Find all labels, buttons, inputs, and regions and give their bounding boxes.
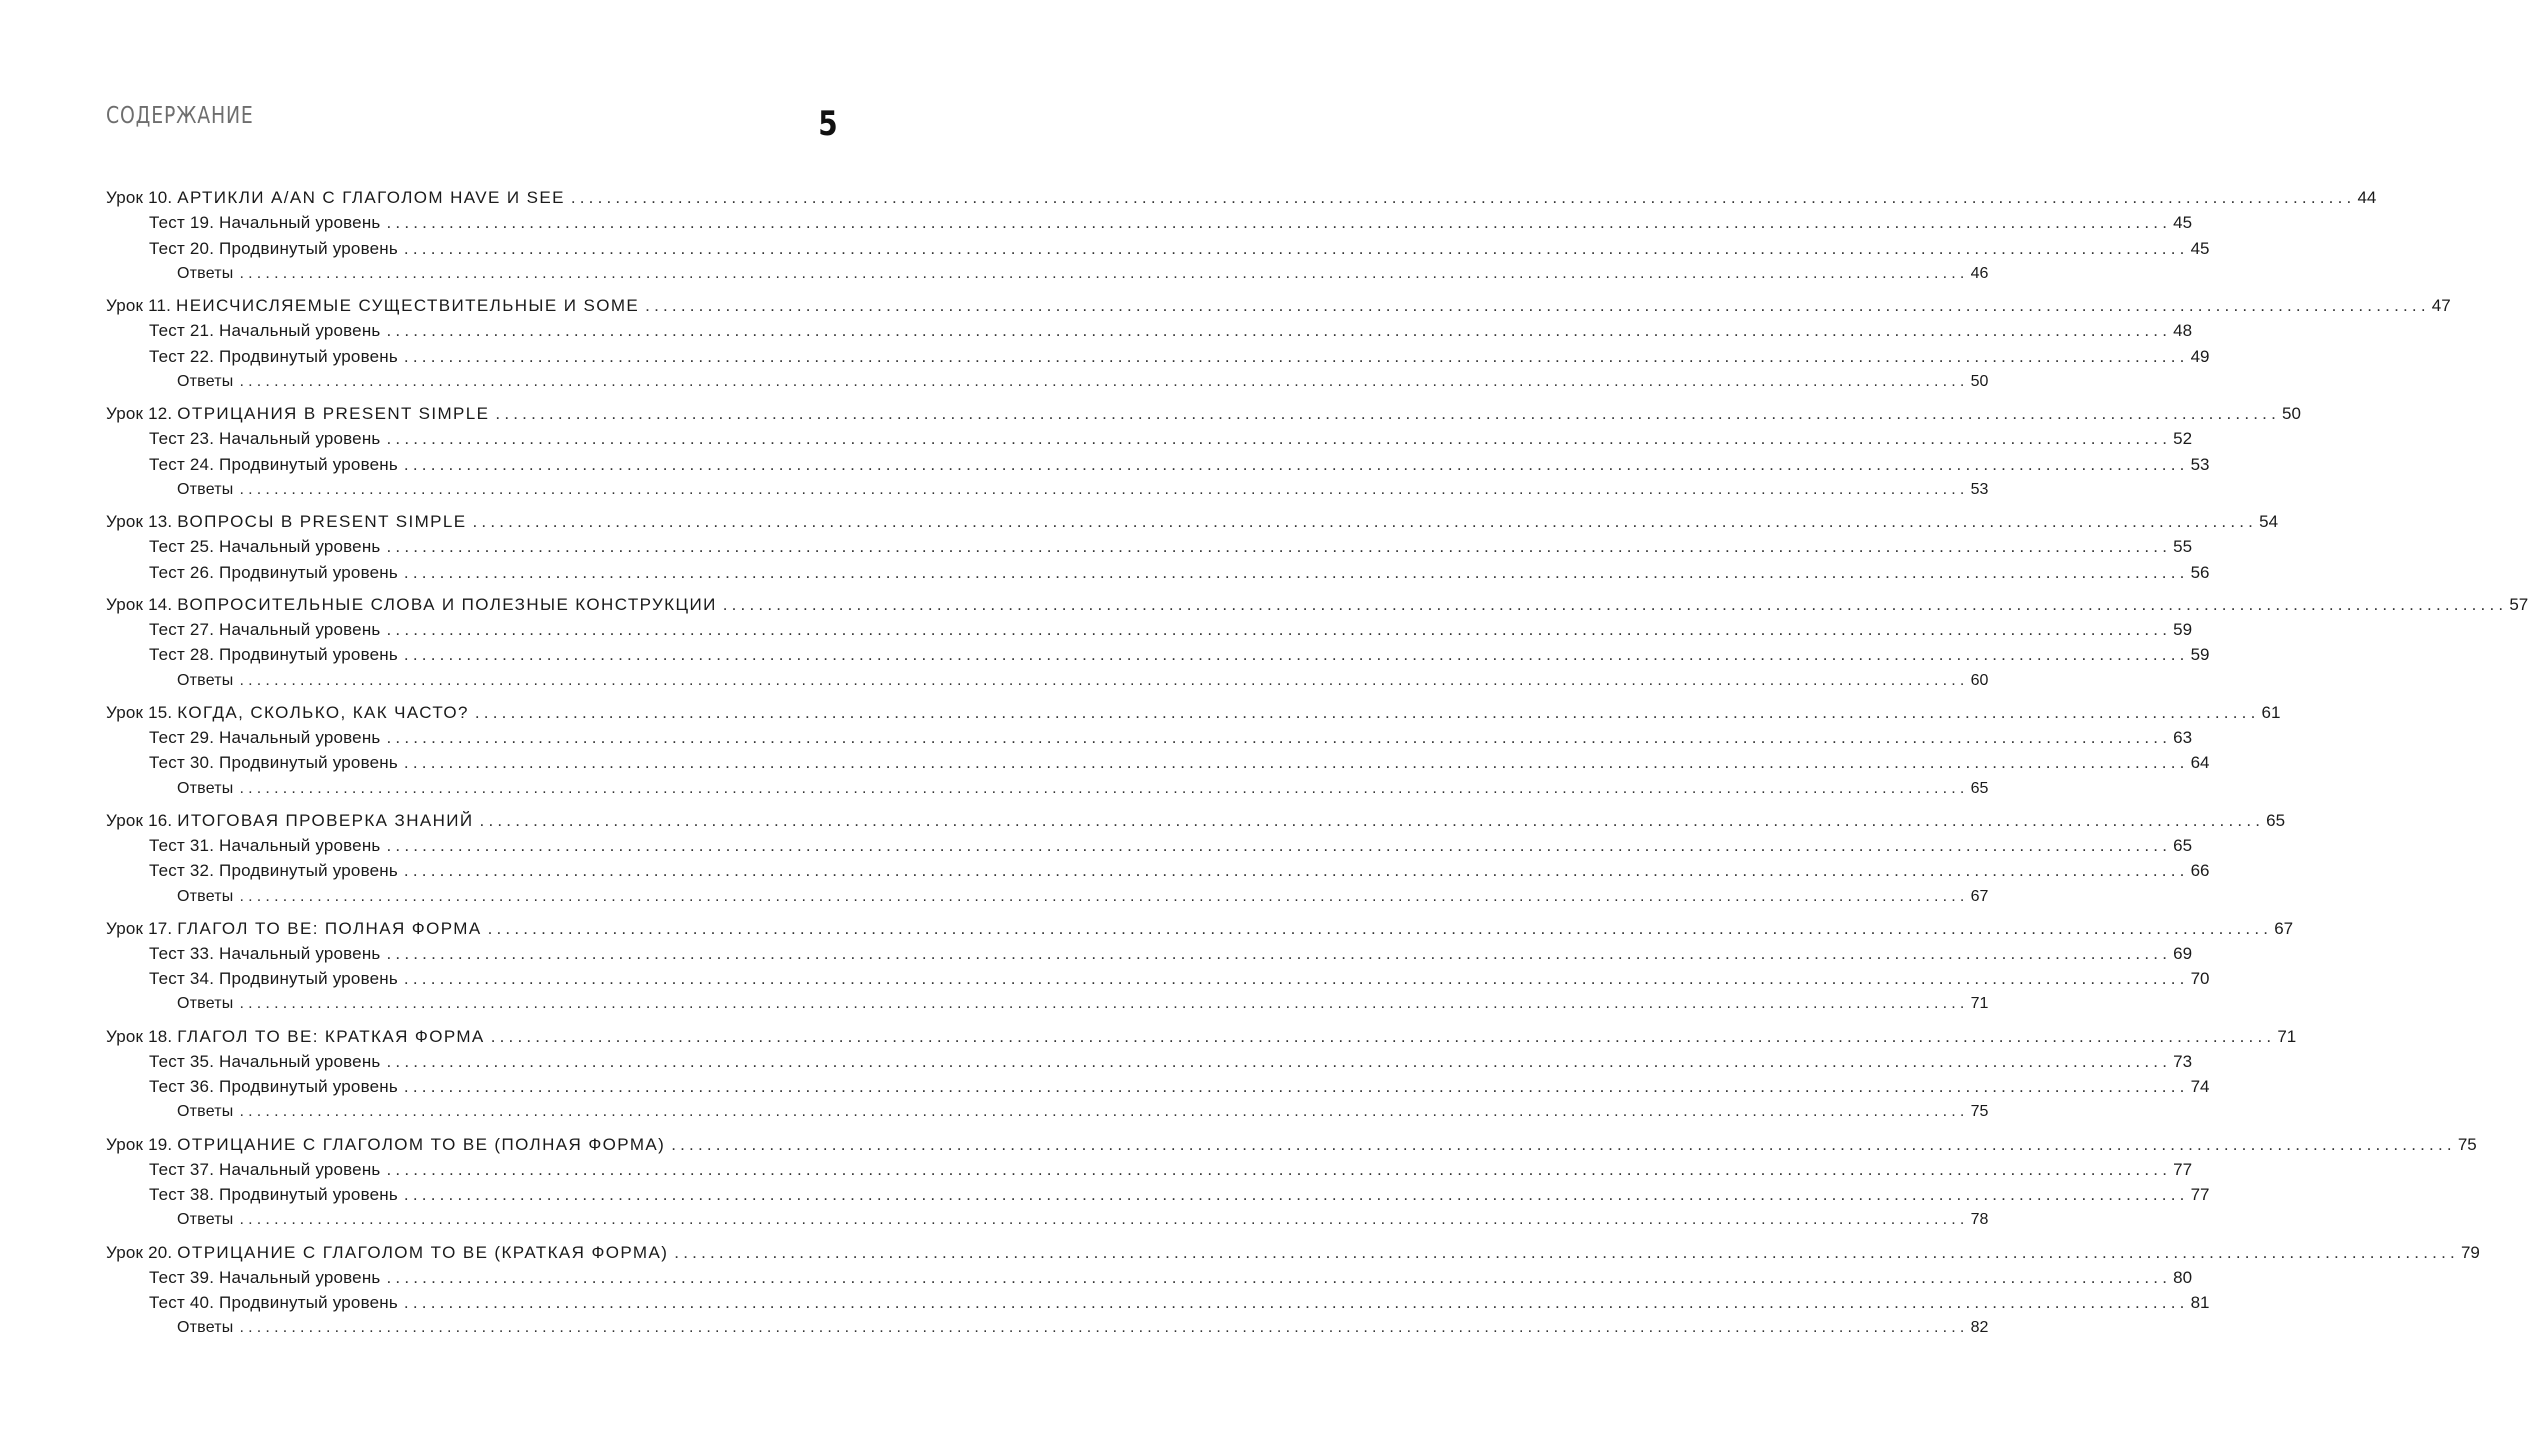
toc-page-number: 57	[2509, 594, 2528, 614]
toc-lesson-entry[interactable]	[106, 700, 2281, 725]
toc-entry-label: Тест 24. Продвинутый уровень	[149, 454, 398, 474]
toc-lesson-group	[106, 808, 2286, 909]
toc-entry-label: Тест 29. Начальный уровень	[149, 727, 381, 747]
lesson-title: НЕИСЧИСЛЯЕМЫЕ СУЩЕСТВИТЕЛЬНЫЕ И SOME	[176, 295, 640, 315]
toc-test-entry[interactable]	[106, 1182, 2210, 1207]
toc-lesson-entry[interactable]	[106, 293, 2451, 318]
toc-test-entry[interactable]	[106, 452, 2210, 477]
toc-lesson-group	[106, 401, 2301, 502]
dot-leader: ........................................................................................................................................................................................................	[479, 810, 2265, 830]
toc-answers-entry[interactable]	[106, 1207, 1989, 1232]
lesson-title: КОГДА, СКОЛЬКО, КАК ЧАСТО?	[177, 702, 469, 722]
toc-test-entry[interactable]	[106, 966, 2210, 991]
page-number: 5	[818, 104, 838, 144]
lesson-number: Урок 18.	[106, 1026, 173, 1046]
dot-leader: ........................................................................................................................................................................................................	[386, 727, 2172, 747]
lesson-title: ВОПРОСЫ В PRESENT SIMPLE	[177, 511, 467, 531]
toc-entry-title	[106, 1240, 668, 1265]
dot-leader: ........................................................................................................................................................................................................	[671, 1134, 2456, 1154]
toc-answers-entry[interactable]	[106, 1315, 1989, 1340]
toc-page-number: 49	[2190, 346, 2210, 366]
toc-page-number: 67	[2274, 918, 2294, 938]
toc-answers-entry[interactable]	[106, 668, 1989, 693]
toc-entry-label: Тест 22. Продвинутый уровень	[149, 346, 398, 366]
toc-entry-title	[106, 592, 717, 617]
lesson-number: Урок 15.	[106, 702, 173, 722]
dot-leader: ........................................................................................................................................................................................................	[239, 887, 1969, 905]
toc-page-number: 74	[2190, 1077, 2210, 1097]
lesson-number: Урок 10.	[106, 188, 173, 207]
toc-entry-title	[106, 1132, 665, 1157]
toc-test-entry[interactable]	[106, 941, 2193, 966]
lesson-number: Урок 14.	[106, 594, 173, 614]
lesson-number: Урок 17.	[106, 918, 173, 938]
toc-page-number: 71	[1970, 995, 1989, 1013]
dot-leader: ........................................................................................................................................................................................................	[570, 188, 2356, 207]
toc-entry-label: Тест 28. Продвинутый уровень	[149, 645, 398, 665]
toc-answers-entry[interactable]	[106, 369, 1989, 394]
toc-test-entry[interactable]	[106, 318, 2193, 343]
table-of-contents	[106, 185, 2528, 1348]
dot-leader: ........................................................................................................................................................................................................	[239, 480, 1969, 498]
toc-page-number: 53	[1970, 480, 1989, 498]
toc-lesson-entry[interactable]	[106, 1132, 2477, 1157]
toc-entry-title	[106, 293, 639, 318]
dot-leader: ........................................................................................................................................................................................................	[403, 861, 2189, 881]
dot-leader: ........................................................................................................................................................................................................	[386, 1159, 2172, 1179]
toc-test-entry[interactable]	[106, 725, 2193, 750]
toc-lesson-entry[interactable]	[106, 185, 2377, 210]
toc-answers-entry[interactable]	[106, 991, 1989, 1016]
toc-entry-label: Ответы	[177, 1103, 234, 1121]
lesson-number: Урок 19.	[106, 1134, 173, 1154]
toc-entry-title	[106, 1024, 485, 1049]
lesson-number: Урок 16.	[106, 810, 173, 830]
dot-leader: ........................................................................................................................................................................................................	[386, 943, 2172, 963]
toc-lesson-group	[106, 185, 2377, 286]
toc-page-number: 77	[2190, 1185, 2210, 1205]
toc-entry-title	[106, 808, 474, 833]
toc-entry-label: Ответы	[177, 372, 234, 390]
dot-leader: ........................................................................................................................................................................................................	[386, 213, 2172, 233]
toc-lesson-entry[interactable]	[106, 1240, 2480, 1265]
dot-leader: ........................................................................................................................................................................................................	[474, 702, 2260, 722]
dot-leader: ........................................................................................................................................................................................................	[386, 619, 2172, 639]
toc-lesson-group	[106, 1024, 2297, 1125]
toc-page-number: 78	[1970, 1211, 1989, 1229]
toc-entry-label: Ответы	[177, 480, 234, 498]
dot-leader: ........................................................................................................................................................................................................	[722, 594, 2508, 614]
toc-page-number: 71	[2277, 1026, 2297, 1046]
toc-page-number: 75	[2457, 1134, 2477, 1154]
toc-test-entry[interactable]	[106, 534, 2193, 559]
dot-leader: ........................................................................................................................................................................................................	[645, 295, 2430, 315]
dot-leader: ........................................................................................................................................................................................................	[403, 562, 2189, 582]
toc-entry-label: Ответы	[177, 1319, 234, 1337]
lesson-title: ГЛАГОЛ TO BE: КРАТКАЯ ФОРМА	[177, 1026, 485, 1046]
toc-test-entry[interactable]	[106, 1074, 2210, 1099]
toc-test-entry[interactable]	[106, 642, 2210, 667]
dot-leader: ........................................................................................................................................................................................................	[239, 1319, 1969, 1337]
toc-entry-label: Тест 20. Продвинутый уровень	[149, 238, 398, 258]
toc-entry-label: Тест 30. Продвинутый уровень	[149, 753, 398, 773]
toc-entry-label: Тест 19. Начальный уровень	[149, 213, 381, 233]
toc-page-number: 65	[2173, 835, 2193, 855]
toc-entry-label: Тест 21. Начальный уровень	[149, 321, 381, 341]
toc-entry-label: Тест 39. Начальный уровень	[149, 1267, 381, 1287]
toc-test-entry[interactable]	[106, 210, 2193, 235]
toc-lesson-entry[interactable]	[106, 401, 2301, 426]
toc-entry-label: Тест 34. Продвинутый уровень	[149, 969, 398, 989]
dot-leader: ........................................................................................................................................................................................................	[472, 511, 2258, 531]
dot-leader: ........................................................................................................................................................................................................	[239, 779, 1969, 797]
toc-entry-label: Тест 26. Продвинутый уровень	[149, 562, 398, 582]
toc-test-entry[interactable]	[106, 617, 2193, 642]
page-title: СОДЕРЖАНИЕ	[106, 103, 254, 129]
lesson-number: Урок 13.	[106, 511, 173, 531]
toc-page-number: 82	[1970, 1319, 1989, 1337]
dot-leader: ........................................................................................................................................................................................................	[403, 969, 2189, 989]
toc-page-number: 75	[1970, 1103, 1989, 1121]
toc-page-number: 65	[2266, 810, 2286, 830]
toc-lesson-group	[106, 592, 2528, 693]
toc-test-entry[interactable]	[106, 426, 2193, 451]
toc-lesson-entry[interactable]	[106, 916, 2294, 941]
lesson-title: ИТОГОВАЯ ПРОВЕРКА ЗНАНИЙ	[177, 810, 474, 830]
dot-leader: ........................................................................................................................................................................................................	[386, 321, 2172, 341]
toc-entry-title	[106, 916, 482, 941]
toc-lesson-entry[interactable]	[106, 1024, 2297, 1049]
dot-leader: ........................................................................................................................................................................................................	[239, 372, 1969, 390]
toc-test-entry[interactable]	[106, 858, 2210, 883]
toc-page-number: 80	[2173, 1267, 2193, 1287]
toc-test-entry[interactable]	[106, 344, 2210, 369]
dot-leader: ........................................................................................................................................................................................................	[403, 454, 2189, 474]
dot-leader: ........................................................................................................................................................................................................	[386, 1267, 2172, 1287]
toc-test-entry[interactable]	[106, 1290, 2210, 1315]
toc-entry-label: Тест 31. Начальный уровень	[149, 835, 381, 855]
toc-entry-label: Тест 35. Начальный уровень	[149, 1051, 381, 1071]
toc-answers-entry[interactable]	[106, 1099, 1989, 1124]
dot-leader: ........................................................................................................................................................................................................	[239, 995, 1969, 1013]
toc-lesson-group	[106, 509, 2279, 585]
toc-lesson-group	[106, 1132, 2477, 1233]
toc-page-number: 59	[2173, 619, 2193, 639]
toc-page-number: 53	[2190, 454, 2210, 474]
toc-page-number: 45	[2173, 213, 2193, 233]
toc-entry-label: Тест 25. Начальный уровень	[149, 537, 381, 557]
dot-leader: ........................................................................................................................................................................................................	[403, 645, 2189, 665]
toc-page-number: 70	[2190, 969, 2210, 989]
toc-page-number: 47	[2431, 295, 2451, 315]
toc-test-entry[interactable]	[106, 750, 2210, 775]
toc-page-number: 54	[2259, 511, 2279, 531]
toc-page-number: 52	[2173, 429, 2193, 449]
toc-page-number: 46	[1970, 264, 1989, 282]
toc-page-number: 63	[2173, 727, 2193, 747]
toc-test-entry[interactable]	[106, 833, 2193, 858]
toc-lesson-group	[106, 916, 2294, 1017]
toc-entry-label: Ответы	[177, 264, 234, 282]
toc-entry-label: Тест 36. Продвинутый уровень	[149, 1077, 398, 1097]
lesson-title: ГЛАГОЛ TO BE: ПОЛНАЯ ФОРМА	[177, 918, 482, 938]
lesson-number: Урок 12.	[106, 403, 173, 423]
toc-page-number: 44	[2357, 188, 2377, 207]
dot-leader: ........................................................................................................................................................................................................	[403, 1185, 2189, 1205]
dot-leader: ........................................................................................................................................................................................................	[239, 1211, 1969, 1229]
toc-page-number: 50	[2282, 403, 2301, 423]
toc-page-number: 65	[1970, 779, 1989, 797]
lesson-title: ОТРИЦАНИЕ С ГЛАГОЛОМ TO BE (КРАТКАЯ ФОРМА)	[177, 1242, 669, 1262]
toc-test-entry[interactable]	[106, 560, 2210, 585]
toc-entry-label: Ответы	[177, 1211, 234, 1229]
toc-lesson-entry[interactable]	[106, 509, 2279, 534]
dot-leader: ........................................................................................................................................................................................................	[490, 1026, 2276, 1046]
toc-entry-label: Тест 38. Продвинутый уровень	[149, 1185, 398, 1205]
lesson-number: Урок 11.	[106, 295, 172, 315]
lesson-title: ОТРИЦАНИЕ С ГЛАГОЛОМ TO BE (ПОЛНАЯ ФОРМА)	[177, 1134, 666, 1154]
toc-test-entry[interactable]	[106, 1265, 2193, 1290]
toc-page-number: 66	[2190, 861, 2210, 881]
dot-leader: ........................................................................................................................................................................................................	[403, 1293, 2189, 1313]
dot-leader: ........................................................................................................................................................................................................	[386, 429, 2172, 449]
toc-entry-label: Ответы	[177, 995, 234, 1013]
toc-page-number: 73	[2173, 1051, 2193, 1071]
toc-entry-title	[106, 700, 469, 725]
dot-leader: ........................................................................................................................................................................................................	[495, 403, 2281, 423]
toc-page-number: 50	[1970, 372, 1989, 390]
toc-entry-label: Тест 27. Начальный уровень	[149, 619, 381, 639]
toc-entry-title	[106, 509, 466, 534]
toc-page-number: 45	[2190, 238, 2210, 258]
toc-page-number: 69	[2173, 943, 2193, 963]
lesson-title: ВОПРОСИТЕЛЬНЫЕ СЛОВА И ПОЛЕЗНЫЕ КОНСТРУКЦИИ	[177, 594, 717, 614]
toc-answers-entry[interactable]	[106, 477, 1989, 502]
lesson-title: АРТИКЛИ A/AN С ГЛАГОЛОМ HAVE И SEE	[177, 188, 565, 207]
toc-answers-entry[interactable]	[106, 261, 1989, 286]
dot-leader: ........................................................................................................................................................................................................	[239, 1103, 1969, 1121]
dot-leader: ........................................................................................................................................................................................................	[386, 1051, 2172, 1071]
toc-entry-label: Ответы	[177, 887, 234, 905]
toc-page-number: 61	[2261, 702, 2281, 722]
toc-test-entry[interactable]	[106, 1049, 2193, 1074]
toc-entry-label: Тест 40. Продвинутый уровень	[149, 1293, 398, 1313]
toc-entry-title	[106, 185, 565, 210]
toc-lesson-entry[interactable]	[106, 592, 2528, 617]
lesson-title: ОТРИЦАНИЯ В PRESENT SIMPLE	[177, 403, 490, 423]
dot-leader: ........................................................................................................................................................................................................	[403, 1077, 2189, 1097]
toc-page-number: 64	[2190, 753, 2210, 773]
dot-leader: ........................................................................................................................................................................................................	[403, 346, 2189, 366]
dot-leader: ........................................................................................................................................................................................................	[674, 1242, 2459, 1262]
toc-page-number: 59	[2190, 645, 2210, 665]
dot-leader: ........................................................................................................................................................................................................	[403, 238, 2189, 258]
toc-lesson-group	[106, 700, 2281, 801]
dot-leader: ........................................................................................................................................................................................................	[403, 753, 2189, 773]
toc-test-entry[interactable]	[106, 236, 2210, 261]
toc-page-number: 55	[2173, 537, 2193, 557]
toc-page-number: 81	[2190, 1293, 2210, 1313]
dot-leader: ........................................................................................................................................................................................................	[239, 671, 1969, 689]
toc-entry-label: Тест 32. Продвинутый уровень	[149, 861, 398, 881]
toc-entry-label: Тест 33. Начальный уровень	[149, 943, 381, 963]
toc-page-number: 60	[1970, 671, 1989, 689]
toc-page-number: 48	[2173, 321, 2193, 341]
toc-page-number: 77	[2173, 1159, 2193, 1179]
dot-leader: ........................................................................................................................................................................................................	[487, 918, 2273, 938]
toc-lesson-group	[106, 293, 2451, 394]
dot-leader: ........................................................................................................................................................................................................	[386, 537, 2172, 557]
toc-lesson-group	[106, 1240, 2480, 1341]
toc-page-number: 67	[1970, 887, 1989, 905]
dot-leader: ........................................................................................................................................................................................................	[386, 835, 2172, 855]
toc-entry-title	[106, 401, 489, 426]
lesson-number: Урок 20.	[106, 1242, 173, 1262]
toc-entry-label: Ответы	[177, 779, 234, 797]
dot-leader: ........................................................................................................................................................................................................	[239, 264, 1969, 282]
toc-entry-label: Тест 37. Начальный уровень	[149, 1159, 381, 1179]
toc-answers-entry[interactable]	[106, 884, 1989, 909]
toc-entry-label: Тест 23. Начальный уровень	[149, 429, 381, 449]
toc-entry-label: Ответы	[177, 671, 234, 689]
toc-page-number: 56	[2190, 562, 2210, 582]
toc-lesson-entry[interactable]	[106, 808, 2286, 833]
toc-test-entry[interactable]	[106, 1157, 2193, 1182]
toc-page-number: 79	[2460, 1242, 2480, 1262]
toc-answers-entry[interactable]	[106, 776, 1989, 801]
